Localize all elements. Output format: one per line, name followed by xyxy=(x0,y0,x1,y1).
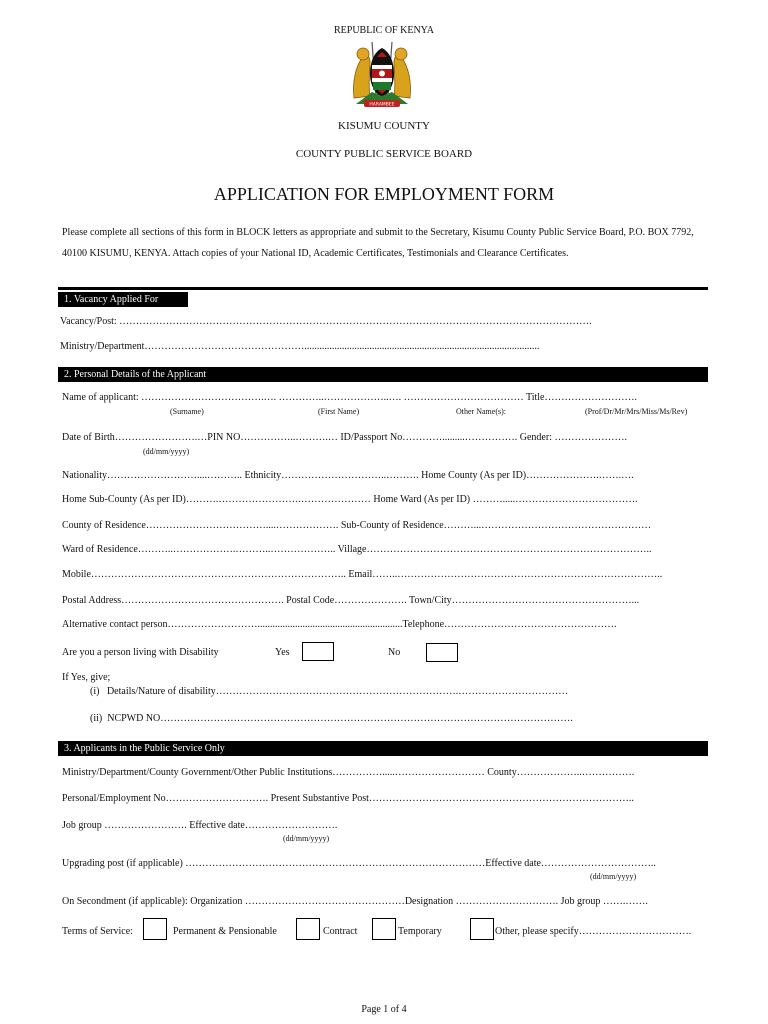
ministry-field[interactable]: Ministry/Department………………………………………….............................................................................................. xyxy=(60,341,540,352)
temporary-label: Temporary xyxy=(398,926,442,937)
job-group-date-hint: (dd/mm/yyyy) xyxy=(283,834,330,843)
surname-hint: (Surname) xyxy=(170,407,204,416)
permanent-checkbox[interactable] xyxy=(143,918,167,940)
county-heading: KISUMU COUNTY xyxy=(338,120,430,132)
job-group-field[interactable]: Job group ……………………. Effective date………………………. xyxy=(62,820,338,831)
postal-address-field[interactable]: Postal Address…………………………………………. Postal Code…………………. Town/City………………………………………………... xyxy=(62,595,640,606)
upgrading-date-hint: (dd/mm/yyyy) xyxy=(590,872,637,881)
disability-details-field[interactable]: (i) Details/Nature of disability……………………………………………………………….…………………………… xyxy=(90,686,569,697)
permanent-label: Permanent & Pensionable xyxy=(173,926,277,937)
contract-label: Contract xyxy=(323,926,358,937)
page-number: Page 1 of 4 xyxy=(361,1004,407,1015)
if-yes-label: If Yes, give; xyxy=(62,672,111,683)
terms-of-service-label: Terms of Service: xyxy=(62,926,133,937)
crest-motto: HARAMBEE xyxy=(369,102,395,108)
ward-of-residence-field[interactable]: Ward of Residence………..……………….………..……………….. Village………………………………………………………………………….. xyxy=(62,544,652,555)
dob-pin-id-gender-field[interactable]: Date of Birth…………………….…PIN NO……………..……….… ID/Passport No………….........……………. Gender: …………………. xyxy=(62,432,627,443)
ncpwd-number-field[interactable]: (ii) NCPWD NO……………………………………………………………………………………………………………. xyxy=(90,713,573,724)
first-name-hint: (First Name) xyxy=(318,407,360,416)
alternative-contact-field[interactable]: Alternative contact person………………………..........................................................Telephone……………………………………………. xyxy=(62,619,617,630)
disability-no-checkbox[interactable] xyxy=(426,643,458,662)
disability-no-label: No xyxy=(388,647,401,658)
section3-heading: 3. Applicants in the Public Service Only xyxy=(58,741,708,756)
other-terms-field[interactable]: Other, please specify……………………………. xyxy=(495,926,692,937)
coat-of-arms-logo xyxy=(350,38,414,110)
temporary-checkbox[interactable] xyxy=(372,918,396,940)
vacancy-field[interactable]: Vacancy/Post: ……………………………………………………………………………………………………………………………. xyxy=(60,316,592,327)
public-institution-field[interactable]: Ministry/Department/County Government/Other Public Institutions…………….....……………………… County………………..……………. xyxy=(62,767,635,778)
mobile-email-field[interactable]: Mobile………………………………………………………………….. Email……..…………………………………………………………………….. xyxy=(62,569,663,580)
secondment-field[interactable]: On Secondment (if applicable): Organization …………………………………………Designation …………………………. Job group …….……. xyxy=(62,896,648,907)
disability-yes-label: Yes xyxy=(275,647,290,658)
section1-rule xyxy=(58,287,708,290)
section1-heading: 1. Vacancy Applied For xyxy=(58,292,188,307)
applicant-name-field[interactable]: Name of applicant: ……………………………….…. …………..………………..…. ……………………………… Title………………………. xyxy=(62,392,637,403)
republic-heading: REPUBLIC OF KENYA xyxy=(333,25,434,36)
other-terms-checkbox[interactable] xyxy=(470,918,494,940)
board-heading: COUNTY PUBLIC SERVICE BOARD xyxy=(295,148,473,160)
contract-checkbox[interactable] xyxy=(296,918,320,940)
nationality-field[interactable]: Nationality………………………....……….. Ethnicity…………………………..………. Home County (As per ID)………………….…….…. xyxy=(62,470,634,481)
employment-number-field[interactable]: Personal/Employment No…………………………. Present Substantive Post…………………………………………………………………….. xyxy=(62,793,634,804)
section2-heading: 2. Personal Details of the Applicant xyxy=(58,367,708,382)
form-title: APPLICATION FOR EMPLOYMENT FORM xyxy=(213,184,555,204)
intro-paragraph: Please complete all sections of this form in BLOCK letters as appropriate and submit to the Secretary, Kisumu County Public Service Board, P.O. BOX 7792, 40100 KISUMU, KENYA. Attach copies of your National ID, Academic Certificates, Testimonials and Clearance Certificates. xyxy=(62,227,694,259)
home-sub-county-field[interactable]: Home Sub-County (As per ID)……….…………………….………………… Home Ward (As per ID) ……….....………………………………. xyxy=(62,494,638,505)
upgrading-post-field[interactable]: Upgrading post (if applicable) ………………………………………………………………………………Effective date…………………………….. xyxy=(62,858,656,869)
title-hint: (Prof/Dr/Mr/Mrs/Miss/Ms/Rev) xyxy=(585,407,688,416)
county-of-residence-field[interactable]: County of Residence………………………………....………………. Sub-County of Residence………...…………………………………………… xyxy=(62,520,652,531)
dob-hint: (dd/mm/yyyy) xyxy=(143,447,190,456)
disability-question: Are you a person living with Disability xyxy=(62,647,219,658)
other-names-hint: Other Name(s): xyxy=(456,407,506,416)
disability-yes-checkbox[interactable] xyxy=(302,642,334,661)
